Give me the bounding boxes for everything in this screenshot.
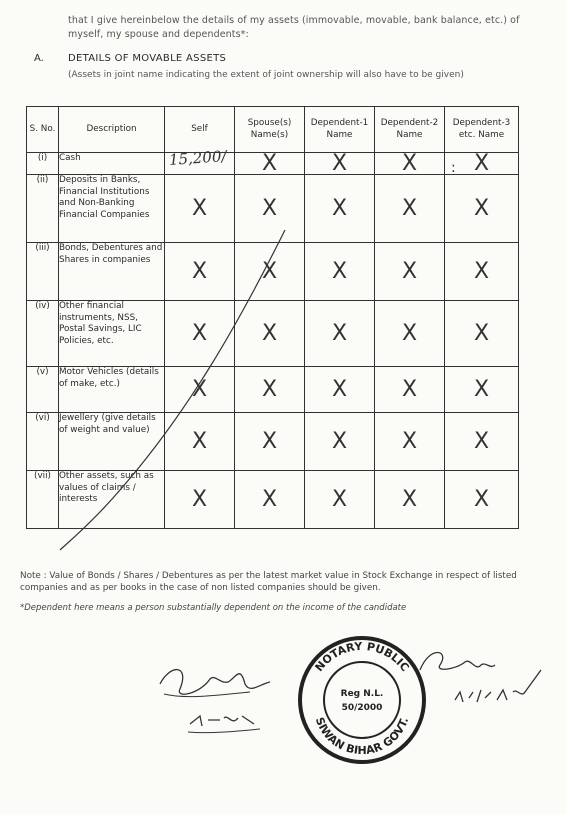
cross-mark: X <box>331 320 348 346</box>
table-row <box>27 175 519 243</box>
cross-mark: X <box>331 150 348 176</box>
cross-mark: X <box>401 195 418 221</box>
table-row <box>27 367 519 413</box>
row-sno: (vii) <box>27 471 59 529</box>
cross-mark: X <box>401 486 418 512</box>
cell-dependent-3 <box>445 367 519 413</box>
cross-mark: X <box>401 428 418 454</box>
header-dependent-3: Dependent-3 etc. Name <box>445 107 519 153</box>
section-title: DETAILS OF MOVABLE ASSETS <box>68 53 227 64</box>
row-sno: (vi) <box>27 413 59 471</box>
row-sno: (ii) <box>27 175 59 243</box>
cross-mark: X <box>331 486 348 512</box>
cross-mark: X <box>473 320 490 346</box>
cross-mark: X <box>191 428 208 454</box>
cell-self <box>165 301 235 367</box>
cash-value: 15,200/ <box>168 147 228 169</box>
row-description: Jewellery (give details of weight and value) <box>59 413 165 471</box>
cell-spouse <box>235 150 305 176</box>
header-dependent-1: Dependent-1 Name <box>305 107 375 153</box>
cell-dependent-1 <box>305 301 375 367</box>
cell-dependent-3 <box>445 413 519 471</box>
cross-mark: X <box>473 150 490 176</box>
row-description: Motor Vehicles (details of make, etc.) <box>59 367 165 413</box>
cross-mark: X <box>331 258 348 284</box>
cross-mark: X <box>331 376 348 402</box>
cell-dependent-1 <box>305 413 375 471</box>
row-sno: (v) <box>27 367 59 413</box>
section-subtitle: (Assets in joint name indicating the extent of joint ownership will also have to be given) <box>68 70 464 80</box>
cell-dependent-2 <box>375 150 445 176</box>
cell-spouse <box>235 175 305 243</box>
cell-spouse <box>235 413 305 471</box>
row-description: Deposits in Banks, Financial Institutions and Non-Banking Financial Companies <box>59 175 165 243</box>
cell-spouse <box>235 301 305 367</box>
cell-dependent-1 <box>305 175 375 243</box>
cell-spouse <box>235 367 305 413</box>
table-header-row <box>27 107 519 153</box>
table-row <box>27 243 519 301</box>
cell-dependent-3 <box>445 243 519 301</box>
cell-dependent-1 <box>305 243 375 301</box>
cell-self <box>165 471 235 529</box>
cross-mark: X <box>401 258 418 284</box>
cross-mark: X <box>473 376 490 402</box>
header-dependent-2: Dependent-2 Name <box>375 107 445 153</box>
cell-dependent-1 <box>305 471 375 529</box>
header-sno: S. No. <box>27 107 59 153</box>
row-sno: (i) <box>27 153 59 175</box>
cross-mark: X <box>401 150 418 176</box>
row-description: Bonds, Debentures and Shares in companies <box>59 243 165 301</box>
cell-dependent-3 <box>445 150 519 176</box>
cross-mark: X <box>473 195 490 221</box>
table-row <box>27 153 519 175</box>
cross-mark: X <box>473 428 490 454</box>
cross-mark: X <box>261 320 278 346</box>
cell-dependent-3 <box>445 471 519 529</box>
cross-mark: X <box>191 376 208 402</box>
cell-dependent-3 <box>445 175 519 243</box>
cross-mark: X <box>473 258 490 284</box>
table-row <box>27 301 519 367</box>
cell-dependent-2 <box>375 471 445 529</box>
table-row <box>27 413 519 471</box>
cell-dependent-2 <box>375 367 445 413</box>
cell-self <box>165 367 235 413</box>
notary-signature <box>415 640 555 720</box>
svg-text:NOTARY PUBLIC: NOTARY PUBLIC <box>312 639 412 675</box>
cell-spouse <box>235 471 305 529</box>
notary-seal <box>292 630 432 770</box>
candidate-signature <box>150 654 280 744</box>
cell-self <box>165 243 235 301</box>
row-description: Other assets, such as values of claims / interests <box>59 471 165 529</box>
cross-mark: X <box>401 320 418 346</box>
cross-mark: X <box>261 150 278 176</box>
cross-mark: X <box>191 258 208 284</box>
cell-self <box>165 175 235 243</box>
row-sno: (iii) <box>27 243 59 301</box>
cross-mark: X <box>261 428 278 454</box>
cross-mark: X <box>261 486 278 512</box>
movable-assets-table <box>26 106 519 529</box>
cross-mark: X <box>191 486 208 512</box>
cross-mark: X <box>473 486 490 512</box>
cell-dependent-1 <box>305 367 375 413</box>
footnote-text: *Dependent here means a person substantially dependent on the income of the candidate <box>20 603 407 613</box>
cell-dependent-2 <box>375 243 445 301</box>
row-description: Cash <box>59 153 165 175</box>
cell-dependent-2 <box>375 175 445 243</box>
cell-dependent-2 <box>375 413 445 471</box>
cell-dependent-1 <box>305 150 375 176</box>
dot-mark: : <box>451 160 456 176</box>
cross-mark: X <box>261 376 278 402</box>
intro-text: that I give hereinbelow the details of my assets (immovable, movable, bank balance, etc.) of myself, my spouse and dependents*: <box>68 15 520 40</box>
header-spouse: Spouse(s) Name(s) <box>235 107 305 153</box>
cell-spouse <box>235 243 305 301</box>
row-description: Other financial instruments, NSS, Postal Savings, LIC Policies, etc. <box>59 301 165 367</box>
svg-text:50/2000: 50/2000 <box>341 703 383 713</box>
svg-text:SIWAN BIHAR GOVT.: SIWAN BIHAR GOVT. <box>312 715 412 758</box>
row-sno: (iv) <box>27 301 59 367</box>
cell-self <box>165 147 235 175</box>
cross-mark: X <box>401 376 418 402</box>
cell-self <box>165 413 235 471</box>
table-row <box>27 471 519 529</box>
cell-dependent-2 <box>375 301 445 367</box>
cross-mark: X <box>261 258 278 284</box>
cell-dependent-3 <box>445 301 519 367</box>
cross-mark: X <box>331 195 348 221</box>
cross-mark: X <box>191 195 208 221</box>
section-letter: A. <box>34 53 44 64</box>
svg-text:Reg N.L.: Reg N.L. <box>340 689 384 699</box>
cross-mark: X <box>331 428 348 454</box>
header-description: Description <box>59 107 165 153</box>
header-self: Self <box>165 107 235 153</box>
cross-mark: X <box>261 195 278 221</box>
cross-mark: X <box>191 320 208 346</box>
note-text: Note : Value of Bonds / Shares / Debentures as per the latest market value in Stock Exchange in respect of listed companies and as per books in the case of non listed companies should be given. <box>20 571 517 593</box>
